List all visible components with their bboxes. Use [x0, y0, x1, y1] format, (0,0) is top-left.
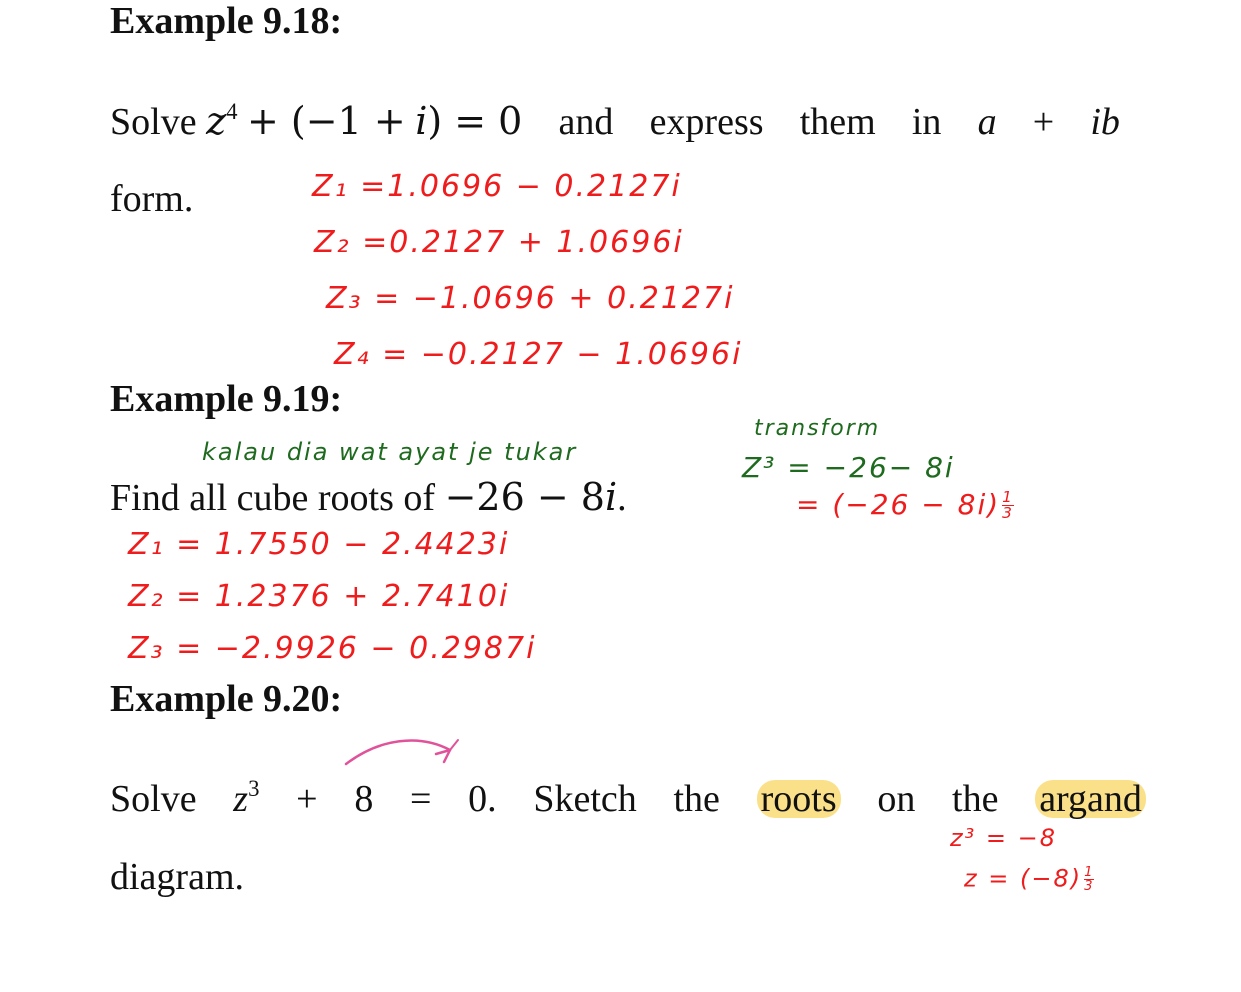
question-9-19: Find all cube roots of −26 − 8i. [110, 475, 627, 519]
q920-word-the-2: the [952, 778, 999, 820]
q918-word-them: them [799, 101, 876, 143]
q920-z-cubed: $z^3$ [233, 776, 260, 820]
pink-arrow-annotation [340, 732, 470, 772]
handwritten-z2-9-18: Z₂ =0.2127 + 1.0696i [314, 225, 684, 260]
q920-solve: Solve [110, 778, 197, 820]
q918-ib: ib [1090, 101, 1120, 143]
q920-plus: + [296, 778, 318, 820]
q920-word-the: the [673, 778, 720, 820]
highlight-argand: argand [1035, 780, 1146, 818]
handwritten-z-cubed-minus-8: z³ = −8 [950, 824, 1057, 852]
handwritten-root-z3-9-19: Z₃ = −2.9926 − 0.2987i [128, 631, 537, 666]
handwritten-z4-9-18: Z₄ = −0.2127 − 1.0696i [334, 337, 743, 372]
q920-equals: = [410, 778, 432, 820]
question-9-20-line1 [110, 776, 1146, 820]
handwritten-z3-9-18: Z₃ = −1.0696 + 0.2127i [326, 281, 735, 316]
q920-word-on: on [877, 778, 916, 820]
heading-example-9-19: Example 9.19: [110, 378, 343, 420]
q918-word-and: and [558, 101, 614, 143]
highlight-roots: roots [757, 780, 841, 818]
handwritten-note-transform: transform [754, 416, 881, 441]
question-9-18-line2: form. [110, 178, 194, 220]
handwritten-note-cube-root: = (−26 − 8i) $\frac{1}{3}$ [796, 487, 1014, 523]
handwritten-note-malay: kalau dia wat ayat je tukar [202, 438, 578, 466]
q918-word-in: in [911, 101, 942, 143]
question-9-20-line2: diagram. [110, 856, 245, 898]
q918-a: a [977, 101, 997, 143]
heading-example-9-18: Example 9.18: [110, 0, 343, 42]
handwritten-root-z2-9-19: Z₂ = 1.2376 + 2.7410i [128, 579, 510, 614]
q920-eight: 8 [354, 778, 374, 820]
q920-zero: 0. [468, 778, 497, 820]
q918-word-express: express [649, 101, 764, 143]
handwritten-note-z-cubed: Z³ = −26− 8i [742, 451, 955, 484]
q918-solve-expr: Solve $z^4 + (-1 + i) = 0$ [110, 99, 523, 143]
question-9-18-line1 [110, 99, 1120, 143]
q920-word-sketch: Sketch [533, 778, 637, 820]
handwritten-root-z1-9-19: Z₁ = 1.7550 − 2.4423i [128, 527, 510, 562]
handwritten-z1-9-18: Z₁ =1.0696 − 0.2127i [312, 169, 682, 204]
heading-example-9-20: Example 9.20: [110, 678, 343, 720]
handwritten-z-cube-root: z = (−8) $\frac{1}{3}$ [964, 864, 1095, 895]
q918-plus: + [1032, 101, 1055, 143]
